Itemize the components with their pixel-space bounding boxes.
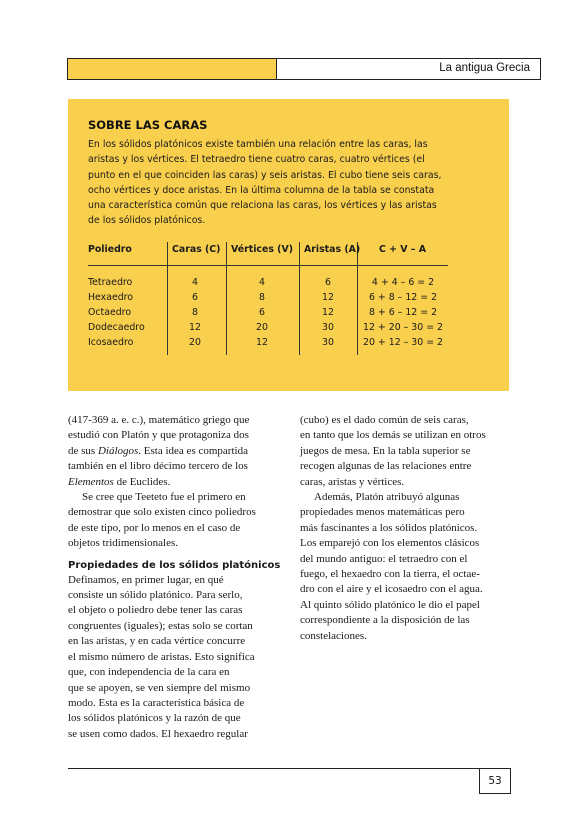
header-accent-block: [68, 59, 277, 79]
body-line: recogen algunas de las relaciones entre: [300, 460, 472, 473]
body-line: que se apoyen, se ven siempre del mismo: [68, 681, 251, 694]
body-line: dro con el aire y el icosaedro con el agua.: [300, 583, 483, 596]
body-line: también en el libro décimo tercero de los: [68, 460, 248, 473]
box-title: SOBRE LAS CARAS: [88, 118, 208, 132]
table-cell: 20: [256, 322, 268, 333]
box-line: aristas y los vértices. El tetraedro tiene cuatro caras, cuatro vértices (el: [88, 154, 425, 166]
box-line: punto en el que coinciden las caras) y seis aristas. El cubo tiene seis caras,: [88, 169, 442, 181]
table-cell: 12 + 20 – 30 = 2: [362, 322, 444, 333]
box-line: En los sólidos platónicos existe también una relación entre las caras, las: [88, 139, 428, 150]
table-cell: Octaedro: [88, 307, 132, 318]
running-header: [67, 58, 541, 80]
italic-title: Elementos: [68, 475, 114, 488]
text-span: de sus: [68, 444, 98, 457]
header-title: La antigua Grecia: [439, 62, 530, 74]
body-line: más fascinantes a los sólidos platónicos.: [300, 521, 478, 534]
body-line: en las aristas, y en cada vértice concurre: [68, 635, 246, 648]
body-line: el objeto o poliedro debe tener las caras: [68, 604, 243, 617]
body-line: del mundo antiguo: el tetraedro con el: [300, 552, 468, 565]
body-line: de este tipo, por lo menos en el caso de: [68, 521, 241, 534]
body-line: correspondiente a la disposición de las: [300, 614, 470, 627]
body-line: congruentes (iguales); estas solo se cortan: [68, 619, 253, 632]
table-cell: 20: [189, 337, 201, 348]
left-column: [68, 413, 282, 742]
body-line: Los emparejó con los elementos clásicos: [300, 537, 480, 550]
table-row: [88, 275, 448, 290]
body-line: consiste un sólido platónico. Para serlo,: [68, 589, 243, 602]
body-line: los sólidos platónicos y la razón de que: [68, 712, 241, 725]
footer-rule: [68, 768, 479, 769]
table-cell: 8: [259, 292, 265, 303]
table-cell: 8: [192, 307, 198, 318]
table-cell: 20 + 12 – 30 = 2: [362, 337, 444, 348]
table-row: [88, 305, 448, 320]
body-line: (cubo) es el dado común de seis caras,: [300, 414, 469, 426]
body-line: propiedades menos matemáticas pero: [300, 506, 465, 519]
body-line: en tanto que los demás se utilizan en otros: [300, 429, 486, 442]
box-line: ocho vértices y doce aristas. En la última columna de la tabla se constata: [88, 184, 435, 196]
right-column: [300, 413, 514, 644]
table-cell: 12: [256, 337, 268, 348]
table-cell: 12: [322, 292, 334, 303]
sidebar-box: [68, 99, 509, 391]
table-cell: 4 + 4 – 6 = 2: [371, 277, 435, 288]
table-header-cell: Vértices (V): [231, 244, 294, 255]
table-row: [88, 335, 448, 350]
body-line: se usen como dados. El hexaedro regular: [68, 727, 248, 740]
body-line: modo. Esta es la característica básica de: [68, 696, 245, 709]
table-header-cell: Poliedro: [88, 244, 132, 255]
table-cell: Tetraedro: [88, 277, 133, 288]
body-line: fuego, el hexaedro con la tierra, el octae-: [300, 568, 480, 581]
body-line: que, con independencia de la cara en: [68, 666, 230, 679]
body-line: objetos tridimensionales.: [68, 537, 178, 550]
table-cell: Hexaedro: [88, 292, 134, 303]
box-line: una característica común que relaciona las caras, los vértices y las aristas: [88, 200, 437, 212]
body-line: Además, Platón atribuyó algunas: [314, 491, 460, 504]
table-cell: 4: [259, 277, 265, 288]
table-cell: 12: [189, 322, 201, 333]
body-line: [68, 475, 282, 490]
body-line: Se cree que Teeteto fue el primero en: [82, 491, 246, 504]
table-row: [88, 320, 448, 335]
body-line: estudió con Platón y que protagoniza dos: [68, 429, 249, 442]
table-header-cell: Aristas (A): [304, 244, 361, 255]
box-line: de los sólidos platónicos.: [88, 215, 206, 227]
table-cell: 4: [192, 277, 198, 288]
body-line: demostrar que solo existen cinco poliedros: [68, 506, 256, 519]
table-cell: 6: [192, 292, 198, 303]
body-line: [68, 444, 282, 459]
body-line: Al quinto sólido platónico le dio el papel: [300, 598, 480, 611]
body-line: Definamos, en primer lugar, en qué: [68, 573, 224, 586]
table-cell: 12: [322, 307, 334, 318]
body-line: el mismo número de aristas. Esto significa: [68, 650, 255, 663]
table-cell: 6: [259, 307, 265, 318]
box-text: [88, 137, 498, 229]
text-span: . Esta idea es compartida: [138, 444, 248, 457]
body-line: constelaciones.: [300, 629, 367, 642]
table-cell: 8 + 6 – 12 = 2: [368, 307, 438, 318]
table-cell: 30: [322, 337, 334, 348]
section-heading: Propiedades de los sólidos platónicos: [68, 559, 281, 571]
table-cell: 6 + 8 – 12 = 2: [368, 292, 438, 303]
table-cell: Dodecaedro: [88, 322, 145, 333]
table-header-cell: C + V – A: [379, 244, 426, 255]
table-header-row: [88, 242, 448, 266]
body-line: caras, aristas y vértices.: [300, 475, 405, 488]
table-header-cell: Caras (C): [172, 244, 221, 255]
text-span: de Euclides.: [113, 475, 171, 488]
polyhedra-table: [88, 242, 448, 350]
table-cell: 6: [325, 277, 331, 288]
body-line: (417-369 a. e. c.), matemático griego que: [68, 414, 250, 426]
italic-title: Diálogos: [97, 444, 139, 457]
table-row: [88, 290, 448, 305]
table-cell: Icosaedro: [88, 337, 134, 348]
table-cell: 30: [322, 322, 334, 333]
body-line: juegos de mesa. En la tabla superior se: [300, 444, 471, 457]
page-number: 53: [479, 768, 511, 794]
